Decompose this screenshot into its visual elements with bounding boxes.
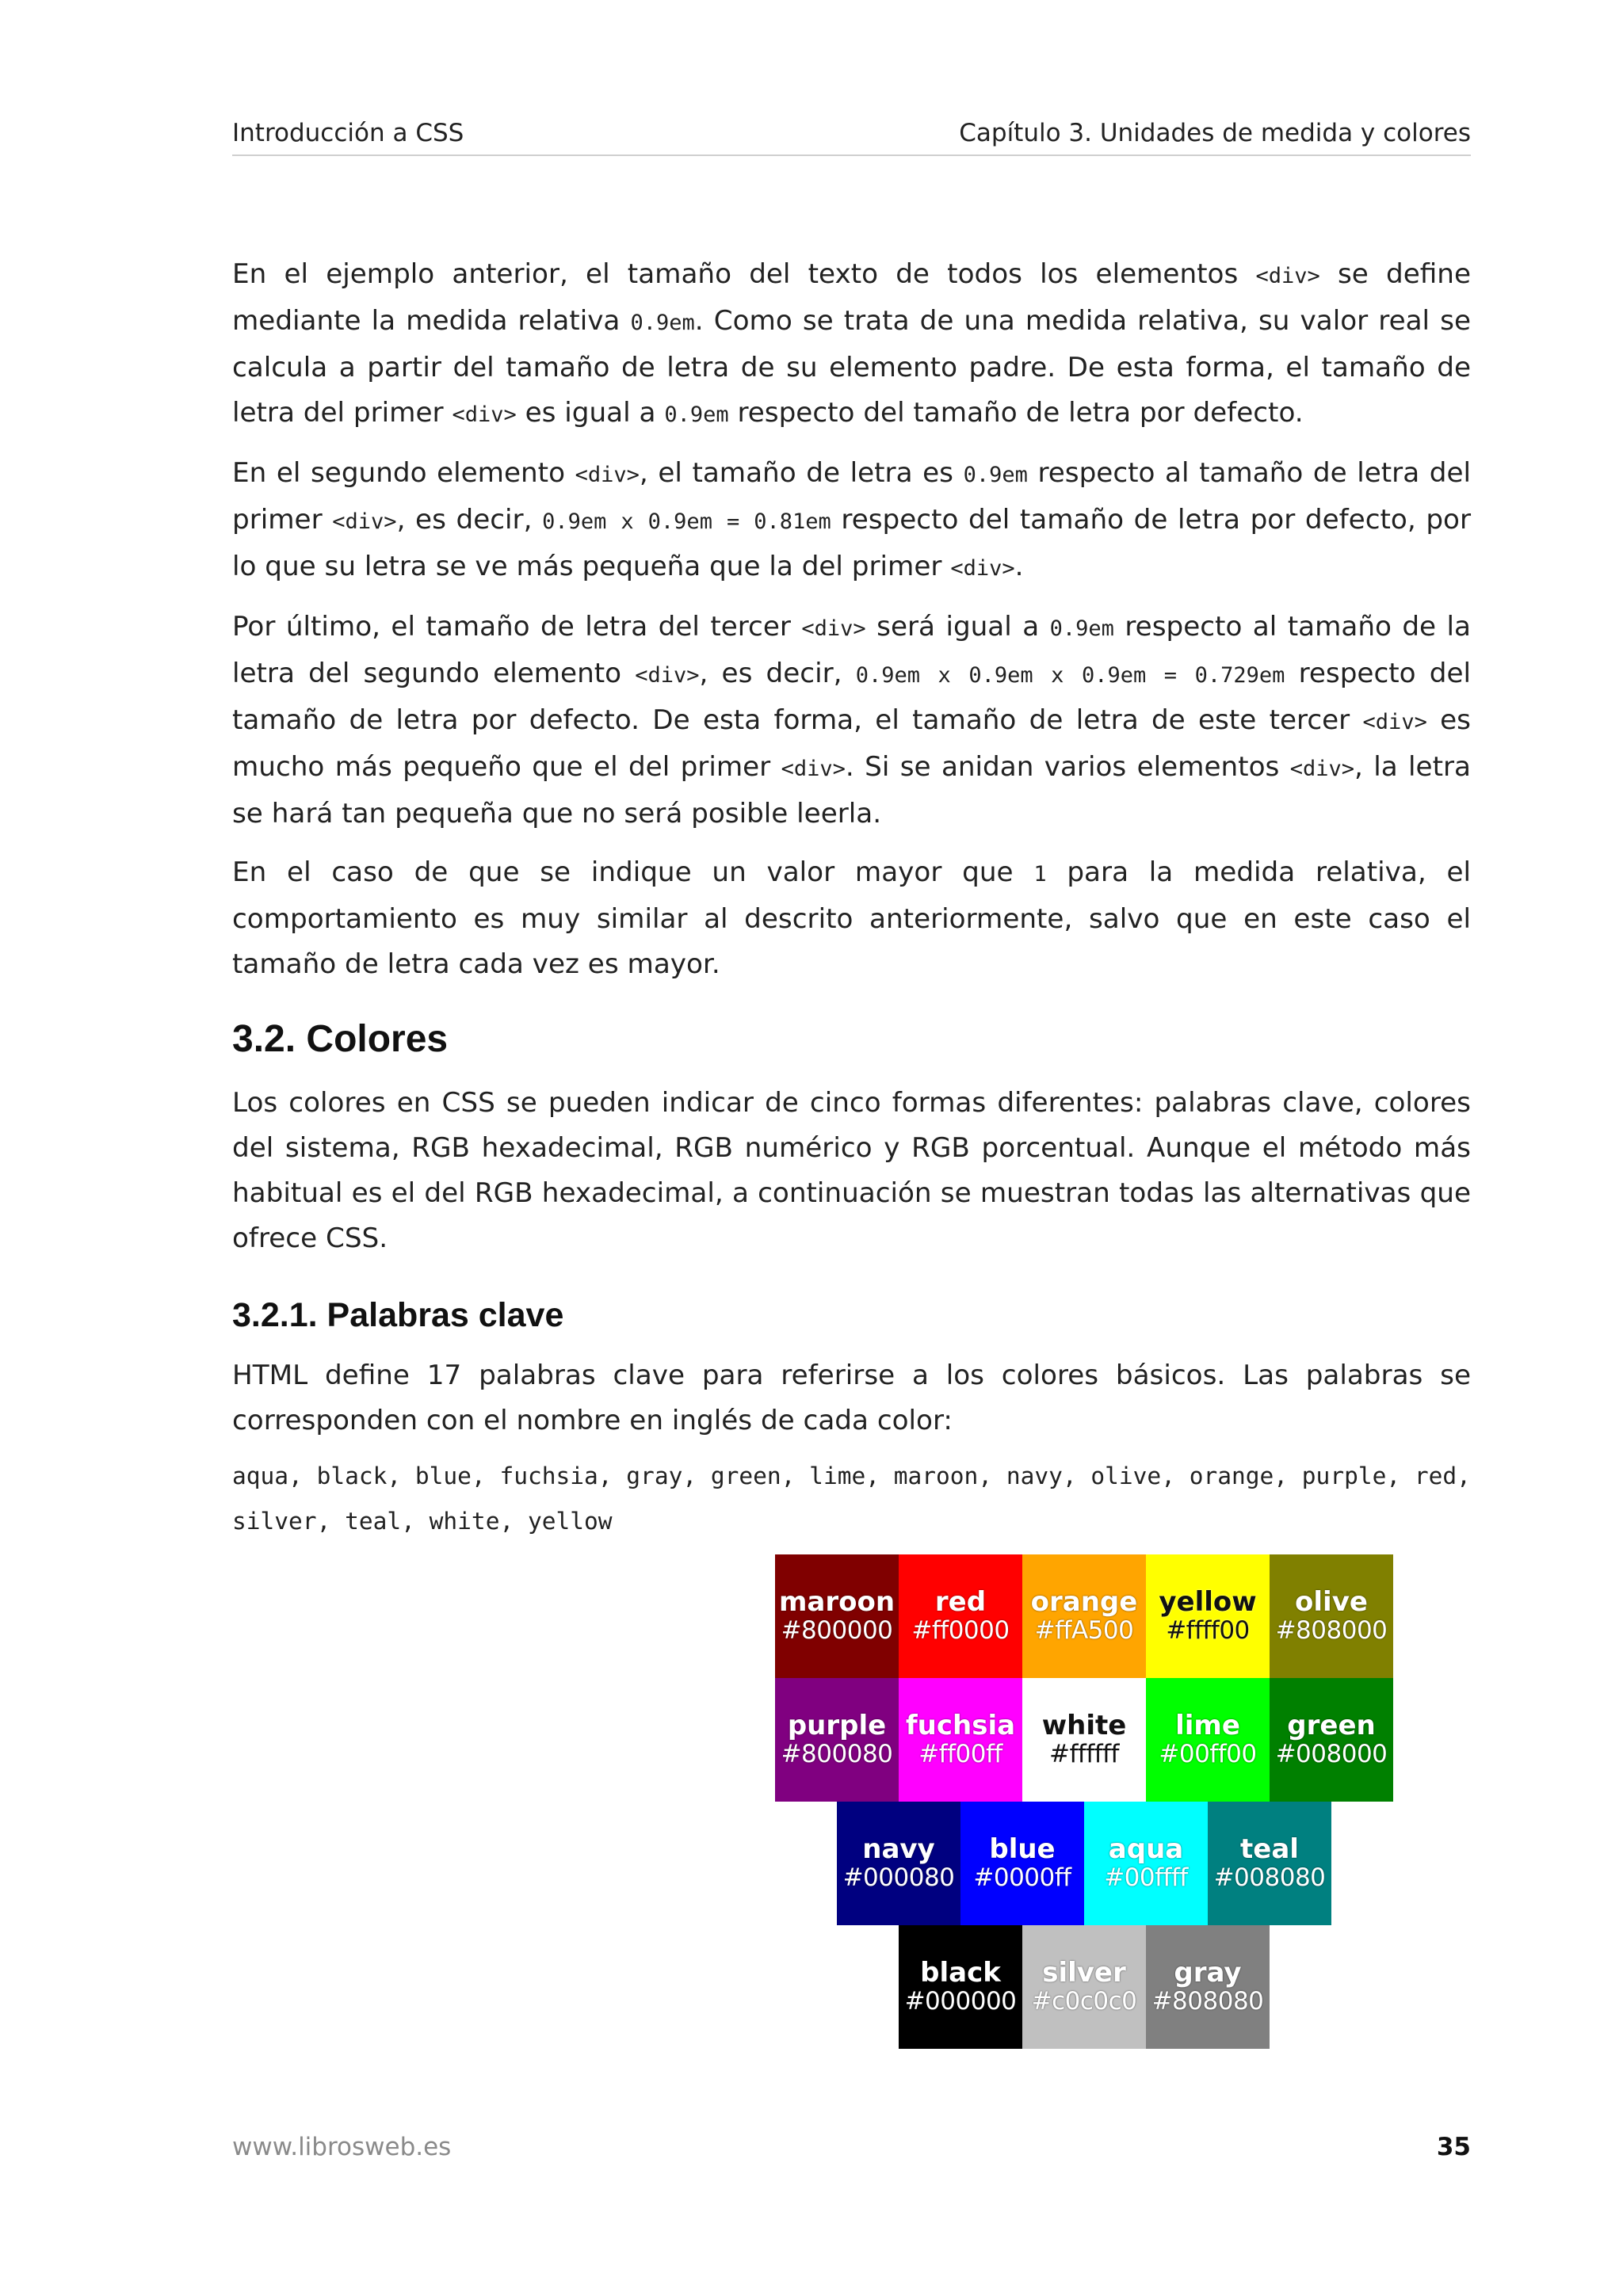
swatch-gray (1146, 1925, 1270, 2049)
swatch-name: olive (1295, 1586, 1368, 1618)
swatch-hex: #0000ff (973, 1863, 1071, 1892)
running-header (232, 119, 1471, 147)
text-run: respecto al tamaño de letra del primer (232, 457, 1471, 536)
text-run: será igual a (865, 611, 1050, 643)
subsection-paragraph: HTML define 17 palabras clave para referirse a los colores básicos. Las palabras se corresponden con el nombre en inglés de cada color: (232, 1360, 1471, 1436)
inline-code: 0.9em (1049, 616, 1114, 641)
inline-code: <div> (1255, 264, 1320, 288)
text-run: , es decir, (396, 504, 543, 536)
swatch-name: white (1041, 1710, 1127, 1741)
swatch-lime (1146, 1678, 1270, 1802)
text-run: En el segundo elemento (232, 457, 575, 489)
swatch-hex: #ffff00 (1166, 1616, 1250, 1645)
swatch-name: silver (1042, 1957, 1126, 1989)
inline-code: <div> (1289, 757, 1354, 781)
text-run: En el caso de que se indique un valor mayor que (232, 856, 1034, 888)
swatch-hex: #800080 (781, 1740, 893, 1768)
text-run: es igual a (516, 397, 665, 429)
swatch-hex: #ffA500 (1034, 1616, 1134, 1645)
page-number: 35 (1436, 2133, 1471, 2161)
body-paragraph (232, 850, 1471, 987)
text-run: se define mediante la medida relativa (232, 258, 1471, 337)
swatch-purple (775, 1678, 899, 1802)
text-run: respecto al tamaño de la letra del segundo elemento (232, 611, 1471, 689)
swatch-hex: #ffffff (1049, 1740, 1119, 1768)
swatch-aqua (1084, 1802, 1208, 1925)
swatch-name: aqua (1108, 1833, 1184, 1865)
inline-code: 0.9em (630, 311, 695, 335)
text-run: , el tamaño de letra es (639, 457, 964, 489)
text-run: . (1014, 551, 1024, 582)
swatch-olive (1270, 1554, 1393, 1678)
swatch-hex: #008080 (1213, 1863, 1326, 1892)
inline-code: 0.9em x 0.9em x 0.9em = 0.729em (855, 663, 1285, 688)
inline-code: 0.9em (664, 402, 729, 427)
swatch-navy (837, 1802, 960, 1925)
color-keyword-swatches (775, 1554, 1393, 2047)
swatch-name: purple (787, 1710, 887, 1741)
text-run: . Como se trata de una medida relativa, su valor real se calcula a partir del tamaño de letra de su elemento padre. De esta forma, el tamaño de letra del primer (232, 305, 1471, 429)
text-run: respecto del tamaño de letra por defecto. (728, 397, 1304, 429)
inline-code: 1 (1033, 862, 1047, 887)
paragraphs (232, 252, 1471, 987)
swatch-name: navy (862, 1833, 935, 1865)
swatch-name: red (934, 1586, 987, 1618)
swatch-name: gray (1174, 1957, 1242, 1989)
subsection-heading: 3.2.1. Palabras clave (232, 1296, 564, 1334)
body-paragraph (232, 451, 1471, 591)
inline-code: <div> (332, 509, 397, 534)
text-run: En el ejemplo anterior, el tamaño del texto de todos los elementos (232, 258, 1256, 290)
swatch-fuchsia (899, 1678, 1022, 1802)
swatch-name: lime (1175, 1710, 1240, 1741)
text-run: respecto del tamaño de letra por defecto, por lo que su letra se ve más pequeña que la del primer (232, 504, 1471, 582)
swatch-hex: #808080 (1151, 1987, 1264, 2016)
inline-code: <div> (635, 663, 700, 688)
text-run: respecto del tamaño de letra por defecto. De esta forma, el tamaño de letra de este tercer (232, 658, 1471, 736)
inline-code: <div> (801, 616, 866, 641)
swatch-hex: #c0c0c0 (1031, 1987, 1137, 2016)
page-footer (232, 2133, 1471, 2161)
swatch-silver (1022, 1925, 1146, 2049)
swatch-name: green (1287, 1710, 1376, 1741)
swatch-hex: #000080 (842, 1863, 955, 1892)
swatch-black (899, 1925, 1022, 2049)
swatch-name: black (920, 1957, 1001, 1989)
body-paragraph (232, 252, 1471, 437)
swatch-blue (960, 1802, 1084, 1925)
section-heading: 3.2. Colores (232, 1018, 449, 1060)
swatch-hex: #800000 (781, 1616, 893, 1645)
swatch-name: teal (1240, 1833, 1299, 1865)
swatch-red (899, 1554, 1022, 1678)
text-run: Por último, el tamaño de letra del tercer (232, 611, 802, 643)
swatch-name: fuchsia (905, 1710, 1016, 1741)
swatch-white (1022, 1678, 1146, 1802)
swatch-name: orange (1030, 1586, 1138, 1618)
swatch-hex: #808000 (1275, 1616, 1388, 1645)
color-keywords-list: aqua, black, blue, fuchsia, gray, green, lime, maroon, navy, olive, orange, purple, red, silver, teal, white, yellow (232, 1463, 1471, 1535)
footer-website: www.librosweb.es (232, 2133, 452, 2161)
text-run: . Si se anidan varios elementos (845, 751, 1290, 783)
swatch-hex: #ff00ff (918, 1740, 1002, 1768)
swatch-yellow (1146, 1554, 1270, 1678)
inline-code: 0.9em (963, 463, 1028, 487)
swatch-hex: #008000 (1275, 1740, 1388, 1768)
text-run: es mucho más pequeño que el del primer (232, 704, 1471, 783)
swatch-maroon (775, 1554, 899, 1678)
swatch-hex: #00ffff (1104, 1863, 1188, 1892)
section-paragraph: Los colores en CSS se pueden indicar de cinco formas diferentes: palabras clave, colores del sistema, RGB hexadecimal, RGB numérico y RGB porcentual. Aunque el método más habitual es el del RGB hexadecimal, a continuación se muestran todas las alternativas que ofrece CSS. (232, 1087, 1471, 1254)
swatch-name: yellow (1159, 1586, 1257, 1618)
header-chapter-title: Capítulo 3. Unidades de medida y colores (959, 119, 1471, 147)
body-text (232, 252, 1471, 1544)
inline-code: <div> (950, 556, 1015, 581)
inline-code: <div> (575, 463, 640, 487)
swatch-orange (1022, 1554, 1146, 1678)
swatch-green (1270, 1678, 1393, 1802)
text-run: , es decir, (699, 658, 856, 689)
swatch-name: maroon (778, 1586, 896, 1618)
inline-code: 0.9em x 0.9em = 0.81em (542, 509, 831, 534)
header-divider (232, 154, 1471, 156)
inline-code: <div> (781, 757, 846, 781)
body-paragraph (232, 605, 1471, 837)
inline-code: <div> (1362, 710, 1427, 734)
swatch-name: blue (989, 1833, 1056, 1865)
header-book-title: Introducción a CSS (232, 119, 464, 147)
inline-code: <div> (452, 402, 517, 427)
text-run: para la medida relativa, el comportamiento es muy similar al descrito anteriormente, salvo que en este caso el tamaño de letra cada vez es mayor. (232, 856, 1471, 980)
text-run: , la letra se hará tan pequeña que no será posible leerla. (232, 751, 1471, 830)
swatch-hex: #000000 (904, 1987, 1017, 2016)
swatch-teal (1208, 1802, 1331, 1925)
swatch-hex: #ff0000 (911, 1616, 1010, 1645)
swatch-hex: #00ff00 (1159, 1740, 1257, 1768)
